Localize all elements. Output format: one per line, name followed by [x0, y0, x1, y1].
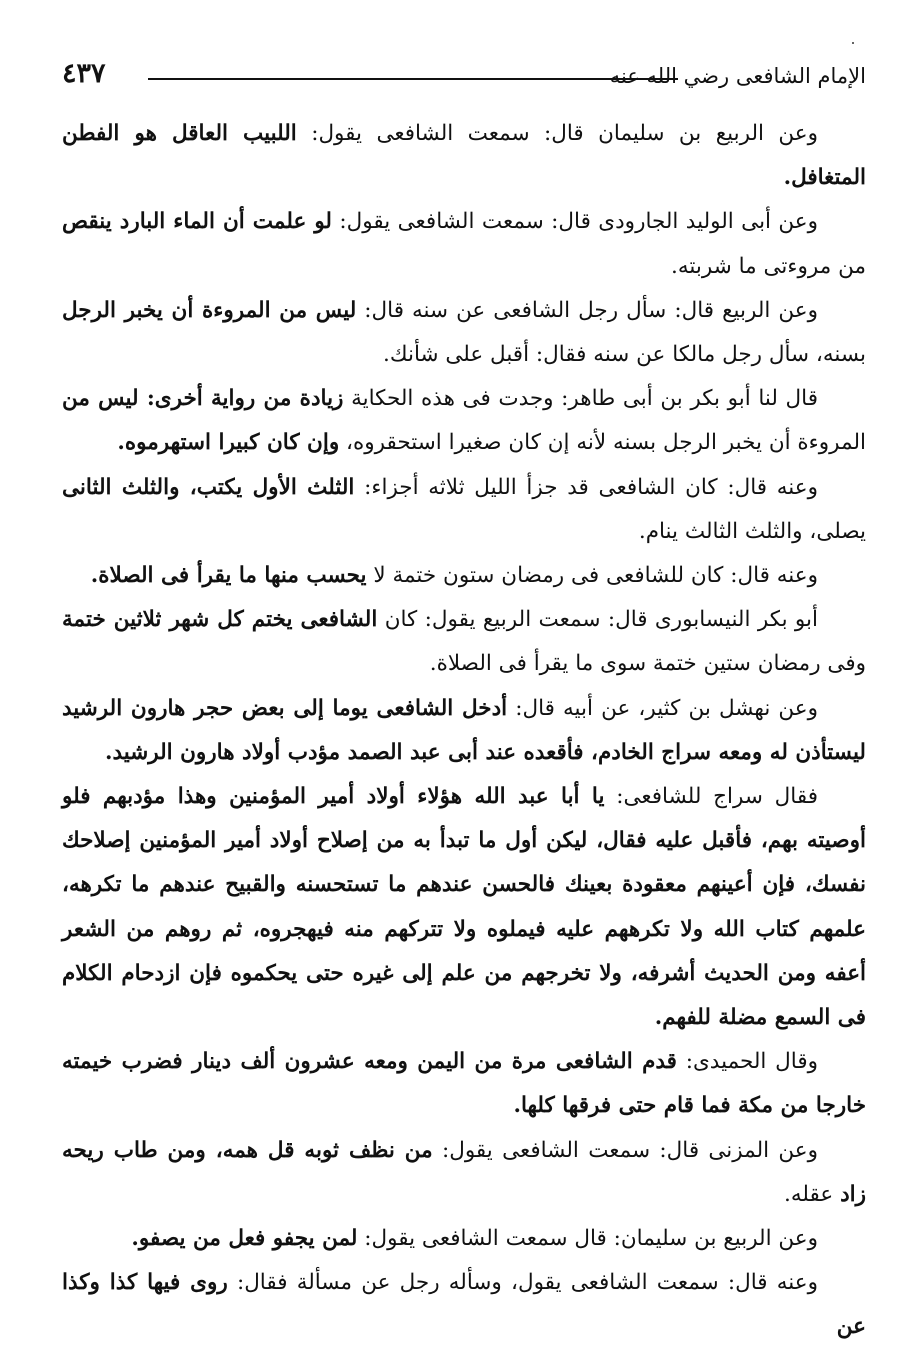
paragraph-3: وعن الربيع قال: سأل رجل الشافعى عن سنه قال: ليس من المروءة أن يخبر الرجل بسنه، سأل رجل مالكا عن سنه فقال: أقبل على شأنك.: [62, 297, 866, 368]
scan-speck: [852, 42, 854, 44]
paragraph-11: وعن المزنى قال: سمعت الشافعى يقول: من نظف ثوبه قل همه، ومن طاب ريحه زاد عقله.: [62, 1137, 866, 1207]
paragraph-9: فقال سراج للشافعى: يا أبا عبد الله هؤلاء أولاد أمير المؤمنين وهذا مؤدبهم فلو أوصيته بهم، فأقبل عليه فقال، لیکن أول ما تبدأ به من إصلاح أولاد أمير المؤمنين إصلاحك نفسك، فإن أعينهم معقودة بعينك فالحسن عندهم ما تستحسنه والقبيح عندهم ما تكرهه، علمهم كتاب الله ولا تكرههم عليه فيملوه ولا تتركهم منه فيهجروه، ثم روهم من الشعر أعفه ومن الحديث أشرفه، ولا تخرجهم من علم إلى غيره حتى يحكموه فإن ازدحام الكلام فى السمع مضلة للفهم.: [62, 784, 866, 1031]
page-header: [62, 58, 866, 98]
paragraph-10: وقال الحميدى: قدم الشافعى مرة من اليمن ومعه عشرون ألف دينار فضرب خيمته خارجا من مكة فما قام حتى فرقها كلها.: [62, 1049, 866, 1119]
page-number: ٤٣٧: [62, 58, 106, 89]
body-text: [62, 112, 866, 1350]
paragraph-13: وعنه قال: سمعت الشافعى يقول، وسأله رجل عن مسألة فقال: روى فيها كذا وكذا عن: [62, 1270, 866, 1340]
paragraph-1: وعن الربيع بن سليمان قال: سمعت الشافعى يقول: اللبيب العاقل هو الفطن المتغافل.: [62, 121, 866, 191]
paragraph-2: وعن أبى الوليد الجارودى قال: سمعت الشافعى يقول: لو علمت أن الماء البارد ينقص من مروءتى ما شربته.: [62, 209, 866, 279]
paragraph-4: قال لنا أبو بكر بن أبى طاهر: وجدت فى هذه الحكاية زيادة من رواية أخرى: ليس من المروءة أن يخبر الرجل بسنه لأنه إن كان صغيرا استحقروه، وإن كان كبيرا استهرموه.: [62, 386, 866, 456]
header-rule: [148, 78, 678, 80]
running-title: الإمام الشافعى رضي الله عنه: [609, 64, 866, 88]
paragraph-6: وعنه قال: كان للشافعى فى رمضان ستون ختمة لا يحسب منها ما يقرأ فى الصلاة.: [90, 563, 818, 589]
paragraph-12: وعن الربيع بن سليمان: قال سمعت الشافعى يقول: لمن يجفو فعل من يصفو.: [131, 1226, 818, 1252]
paragraph-8: وعن نهشل بن كثير، عن أبيه قال: أدخل الشافعى يوما إلى بعض حجر هارون الرشيد ليستأذن له ومعه سراج الخادم، فأقعده عند أبى عبد الصمد مؤدب أولاد هارون الرشيد.: [62, 695, 866, 765]
paragraph-5: وعنه قال: كان الشافعى قد جزأ الليل ثلاثه أجزاء: الثلث الأول يكتب، والثلث الثانى يصلى، والثلث الثالث ينام.: [62, 474, 866, 544]
paragraph-7: أبو بكر النيسابورى قال: سمعت الربيع يقول: كان الشافعى يختم كل شهر ثلاثين ختمة وفى رمضان ستين ختمة سوى ما يقرأ فى الصلاة.: [62, 607, 866, 677]
